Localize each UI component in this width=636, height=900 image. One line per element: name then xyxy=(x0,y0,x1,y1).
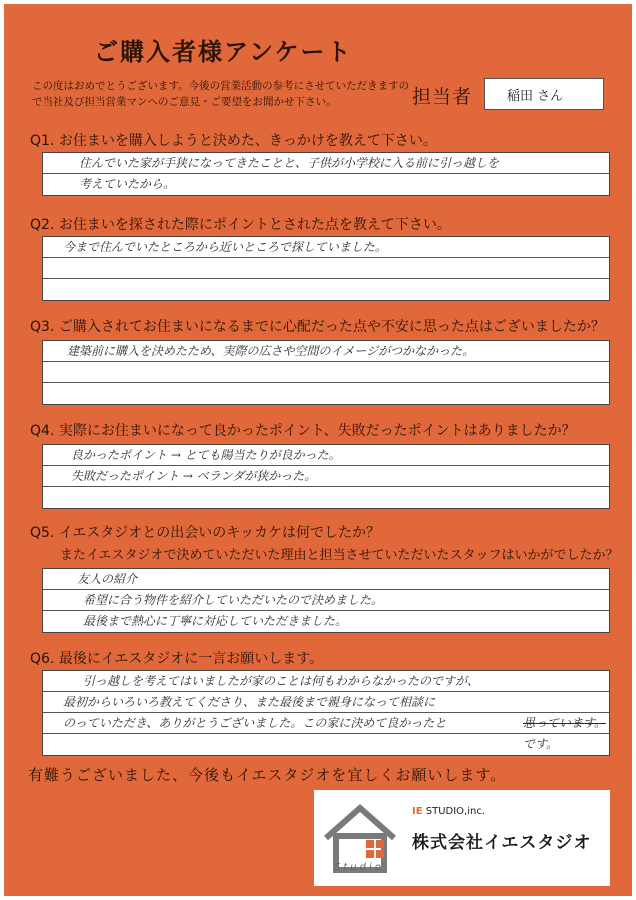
question-5: Q5. イエスタジオとの出会いのキッカケは何でしたか？ xyxy=(30,525,380,541)
answer-text: 今まで住んでいたところから近いところで探していました。 xyxy=(63,240,387,254)
answer-line xyxy=(43,174,609,195)
answer-3 xyxy=(42,340,610,405)
answer-4 xyxy=(42,444,610,509)
answer-line xyxy=(43,487,609,508)
answer-2 xyxy=(42,236,610,301)
struck-text: 思っています。 xyxy=(523,716,607,730)
answer-line xyxy=(43,237,609,258)
closing-message: 有難うございました、今後もイエスタジオを宜しくお願いします。 xyxy=(28,766,507,784)
answer-text: 希望に合う物件を紹介していただいたので決めました。 xyxy=(83,593,384,607)
answer-line xyxy=(43,611,609,632)
question-5-sub: またイエスタジオで決めていただいた理由と担当させていただいたスタッフはいかがでしたか？ xyxy=(60,548,619,563)
question-1: Q1. お住まいを購入しようと決めた、きっかけを教えて下さい。 xyxy=(30,133,437,149)
answer-text: です。 xyxy=(523,737,559,751)
answer-1 xyxy=(42,152,610,196)
answer-line xyxy=(43,383,609,404)
question-4: Q4. 実際にお住まいになって良かったポイント、失敗だったポイントはありましたか？ xyxy=(30,423,576,439)
company-logo xyxy=(314,790,610,886)
logo-english-prefix: IE xyxy=(412,806,423,817)
answer-line xyxy=(43,590,609,611)
answer-line xyxy=(43,466,609,487)
answer-line xyxy=(43,279,609,300)
logo-mark-text: Studio xyxy=(334,862,384,873)
staff-label: 担当者 xyxy=(412,86,473,108)
answer-line xyxy=(43,734,609,755)
answer-text: 建築前に購入を決めたため、実際の広さや空間のイメージがつかなかった。 xyxy=(67,344,475,358)
answer-text: 引っ越しを考えてはいましたが家のことは何もわからなかったのですが、 xyxy=(83,674,480,688)
answer-6 xyxy=(42,670,610,756)
answer-text: 最後まで熱心に丁寧に対応していただきました。 xyxy=(83,614,348,628)
answer-line xyxy=(43,692,609,713)
question-3: Q3. ご購入されてお住まいになるまでに心配だった点や不安に思った点はございましたか？ xyxy=(30,319,605,335)
answer-line xyxy=(43,153,609,174)
answer-text: 考えていたから。 xyxy=(79,177,176,191)
question-2: Q2. お住まいを探された際にポイントとされた点を教えて下さい。 xyxy=(30,217,451,233)
logo-english-rest: STUDIO,inc. xyxy=(422,806,486,817)
answer-line xyxy=(43,341,609,362)
answer-text: 良かったポイント → とても陽当たりが良かった。 xyxy=(71,448,341,462)
intro-text: この度はおめでとうございます。今後の営業活動の参考にさせていただきますので当社及び担当営業マンへのご意見・ご要望をお聞かせ下さい。 xyxy=(32,80,410,108)
answer-line xyxy=(43,569,609,590)
answer-line xyxy=(43,671,609,692)
staff-name-field xyxy=(484,78,604,110)
answer-line xyxy=(43,713,609,734)
staff-name: 稲田 さん xyxy=(507,88,564,104)
answer-text: のっていただき、ありがとうございました。この家に決めて良かったと xyxy=(63,716,447,730)
question-6: Q6. 最後にイエスタジオに一言お願いします。 xyxy=(30,651,324,667)
page-title: ご購入者様アンケート xyxy=(94,38,353,66)
answer-line xyxy=(43,258,609,279)
answer-text: 友人の紹介 xyxy=(77,572,138,586)
answer-line xyxy=(43,362,609,383)
answer-line xyxy=(43,445,609,466)
answer-text: 失敗だったポイント → ベランダが狭かった。 xyxy=(71,469,317,483)
answer-text: 最初からいろいろ教えてくださり、また最後まで親身になって相談に xyxy=(63,695,436,709)
answer-5 xyxy=(42,568,610,633)
questionnaire-sheet xyxy=(4,4,632,896)
logo-english xyxy=(412,806,485,817)
logo-japanese: 株式会社イエスタジオ xyxy=(412,833,592,853)
answer-text: 住んでいた家が手狭になってきたことと、子供が小学校に入る前に引っ越しを xyxy=(79,156,500,170)
